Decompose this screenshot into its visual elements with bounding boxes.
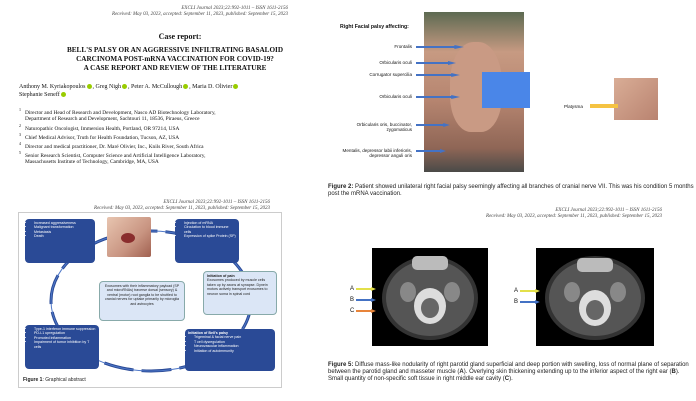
journal-header-line1: EXCLI Journal 2023;22:992-1011 – ISSN 1611-2156 (181, 6, 288, 11)
abstract-list-item: • Injection of mRNA (184, 221, 236, 225)
abstract-list-item: • Increased aggressiveness (34, 221, 92, 225)
orcid-icon[interactable] (183, 84, 188, 89)
title-page-panel (0, 0, 348, 196)
orcid-icon[interactable] (122, 84, 127, 89)
caption-ref-b: B (671, 369, 676, 376)
author-5: Stephanie Seneff (19, 92, 60, 98)
abstract-list-item: • Circulation to blood immune cells (184, 225, 236, 234)
abstract-list-item: • Trigeminal & facial nerve pain (194, 335, 272, 339)
box-aggressiveness (25, 219, 95, 263)
affiliations (19, 107, 339, 166)
author-4: , Maria D. Olivier (189, 84, 233, 90)
figure1-caption (23, 377, 86, 383)
abstract-list-item: • Initiation of autoimmunity (194, 349, 272, 353)
patient-face-photo (424, 12, 524, 172)
privacy-block (482, 72, 530, 108)
affiliation-number: 5 (19, 150, 21, 156)
affiliation-2 (19, 123, 339, 132)
muscle-label: Mentalis, depressor labii inferioris, depressor anguli oris (342, 148, 412, 159)
abstract-list-item: • Metastasis (34, 230, 92, 234)
affiliation-text: Senior Research Scientist, Computer Science and Artificial Intelligence Laboratory, (25, 153, 206, 160)
affiliation-text: Director and medical practitioner, Dr. Maré Olivier, Inc., Knils River, South Africa (25, 143, 204, 150)
figure5-caption-end: ). (509, 376, 513, 383)
title-line1: BELL'S PALSY OR AN AGGRESSIVE INFILTRATING BASALOID (66, 46, 284, 54)
ct-scan-right (536, 248, 654, 346)
muscle-label: Frontalis (394, 44, 412, 49)
lesion-photo (107, 217, 151, 257)
paper-title (20, 46, 330, 73)
affiliation-1 (19, 107, 339, 116)
figure2-caption-label: Figure 2: (328, 184, 354, 190)
figure5-caption (328, 362, 696, 384)
ct-label-c: C (350, 308, 355, 314)
figure2-heading: Right Facial palsy affecting: (340, 24, 409, 30)
platysma-photo (614, 78, 658, 120)
ct-label-b: B (514, 299, 519, 305)
journal-header-line1: EXCLI Journal 2023;22:992-1011 – ISSN 1611-2156 (163, 200, 270, 205)
caption-ref-a: A (459, 369, 464, 376)
case-label: Case report: (158, 32, 202, 41)
affiliation-text: Naturopathic Oncologist, Immersion Health, Portland, OR 97214, USA (25, 125, 180, 132)
abstract-list-item: • Type-1 interferon immune suppression (34, 327, 96, 331)
orcid-icon[interactable] (87, 84, 92, 89)
figure5-caption-mid: ). Overlying skin thickening extending up to the inferior aspect of the right ear ( (463, 369, 672, 376)
journal-header (10, 200, 270, 212)
journal-header-line2: Received: May 03, 2023, accepted: September 11, 2023, published: September 15, 2023 (94, 206, 270, 211)
affiliation-number: 2 (19, 122, 21, 128)
affiliation-text-cont: Department of Research and Development, Sachtouri 11, 18536, Piraeus, Greece (25, 116, 200, 123)
muscle-label: Orbicularis oculi (379, 60, 412, 65)
affiliation-number: 4 (19, 141, 21, 147)
muscle-label: Orbicularis oris, buccinator, zygomaticus (356, 122, 412, 133)
figure1-caption-label: Figure 1 (23, 377, 43, 383)
figure5-panel (328, 206, 696, 401)
title-line2: CARCINOMA POST-mRNA VACCINATION FOR COVID-19? (76, 55, 274, 63)
journal-header-line2: Received: May 03, 2023, accepted: September 11, 2023, published: September 15, 2023 (486, 214, 662, 219)
figure5-caption-mid2: ). Small quantity of non-specific soft tissue in right middle ear cavity ( (328, 369, 680, 383)
box-bells-palsy (185, 329, 275, 371)
box-interferon (25, 325, 99, 369)
affiliation-text: Chief Medical Advisor, Truth for Health Foundation, Tucson, AZ, USA (25, 134, 180, 141)
caption-ref-c: C (504, 376, 510, 383)
journal-header-line1: EXCLI Journal 2023;22:992-1011 – ISSN 1611-2156 (555, 208, 662, 213)
affiliation-number: 3 (19, 131, 21, 137)
abstract-list-item: • T cell dysregulation (194, 340, 272, 344)
abstract-list-item: • PD-L1 upregulation (34, 331, 96, 335)
graphical-abstract-figure (18, 212, 282, 388)
abstract-list-item: • Promoted inflammation (34, 336, 96, 340)
muscle-label: Orbicularis oculi (379, 94, 412, 99)
platysma-label: Platysma (564, 104, 583, 109)
journal-header-line2: Received: May 03, 2023, accepted: September 11, 2023, published: September 15, 2023 (112, 12, 288, 17)
box-exosomes: Exosomes with their inflammatory payload (SP and microRNAs) traverse dorsal (sensory) & ventral (motor) root ganglia to be shuttled to cranial nerves for uptake primarily by microglia and astrocytes (99, 281, 185, 321)
bells-palsy-title: Initiation of Bell's palsy (188, 331, 228, 335)
box-mrna-injection (175, 219, 239, 263)
affiliation-4 (19, 141, 339, 150)
title-line3: A CASE REPORT AND REVIEW OF THE LITERATURE (83, 64, 267, 72)
orcid-icon[interactable] (61, 92, 66, 97)
author-1: Anthony M. Kyriakopoulos (19, 84, 86, 90)
ct-label-b: B (350, 297, 355, 303)
journal-header (28, 6, 288, 18)
figure2-caption-text: Patient showed unilateral right facial palsy seemingly affecting all branches of cranial nerve VII. This was his condition 5 months post the mRNA vaccination. (328, 184, 694, 198)
abstract-list-item: • Death (34, 234, 92, 238)
pain-text: Exosomes produced by muscle cells taken up by axons at synapse. Dynein motors actively transport exosomes to neuron soma in spinal cord (207, 278, 268, 296)
journal-header (402, 208, 662, 220)
abstract-list-item: • Neurovascular inflammation (194, 344, 272, 348)
author-list (19, 83, 339, 99)
ct-label-a: A (514, 288, 519, 294)
graphical-abstract-panel (0, 198, 348, 401)
figure2-panel (328, 0, 696, 198)
box-initiation-pain (203, 271, 277, 315)
affiliation-text-cont: Massachusetts Institute of Technology, Cambridge, MA, USA (25, 159, 159, 166)
author-3: , Peter A. McCullough (128, 84, 183, 90)
abstract-list-item: • Expression of spike Protein (SP) (184, 234, 236, 238)
muscle-label: Corrugator supercilia (369, 72, 412, 77)
pain-title: Initiation of pain (207, 274, 235, 278)
affiliation-number: 1 (19, 107, 21, 112)
figure5-caption-text: Diffuse mass-like nodularity of right parotid gland superficial and deep portion with swelling, loss of normal plane of separation between the parotid gland and masseter muscle ( (328, 362, 689, 376)
figure1-caption-text: : Graphical abstract (42, 377, 86, 383)
orcid-icon[interactable] (233, 84, 238, 89)
ct-scan-left (372, 248, 488, 346)
ct-label-a: A (350, 286, 355, 292)
affiliation-text: Director and Head of Research and Development, Nasco AD Biotechnology Laboratory, (25, 109, 216, 116)
abstract-list-item: • Impairment of tumor inhibition by T cells (34, 340, 96, 349)
figure2-caption (328, 184, 696, 198)
platysma-arrow (590, 104, 618, 108)
abstract-list-item: • Malignant transformation (34, 225, 92, 229)
figure5-caption-label: Figure 5: (328, 362, 354, 368)
author-2: , Greg Nigh (92, 84, 121, 90)
affiliation-3 (19, 132, 339, 141)
